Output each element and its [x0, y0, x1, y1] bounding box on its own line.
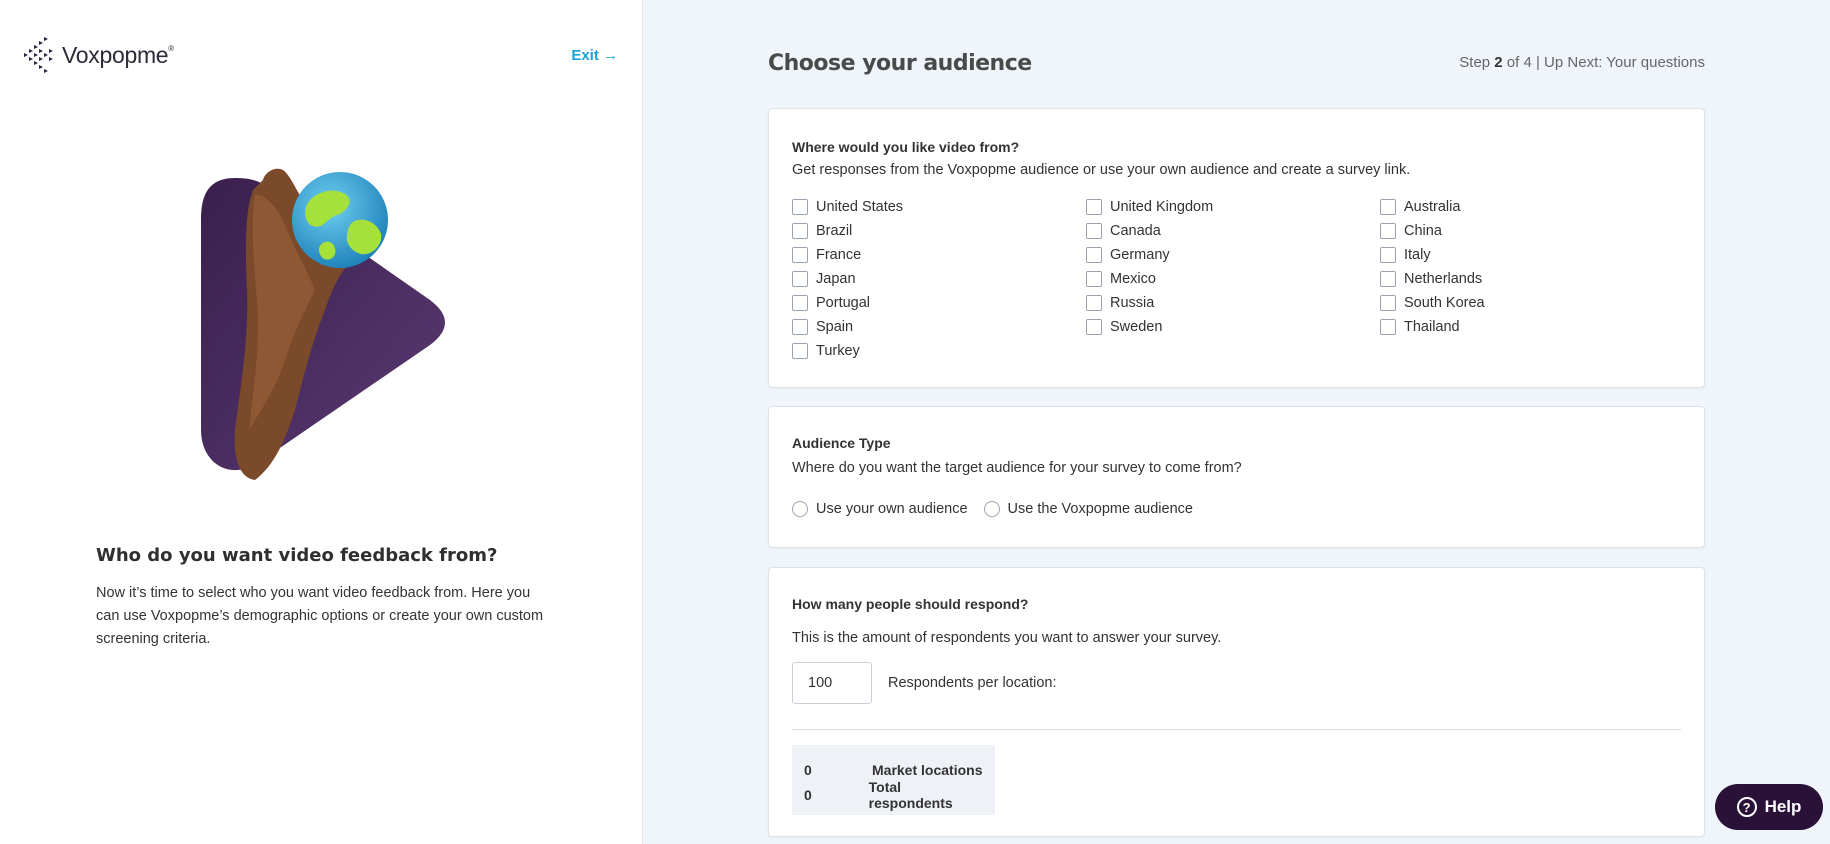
checkbox[interactable]	[1380, 319, 1396, 335]
checkbox[interactable]	[1086, 247, 1102, 263]
country-label: Portugal	[816, 295, 871, 311]
country-label: Brazil	[816, 223, 853, 239]
summary-label: Market locations	[872, 761, 983, 778]
checkbox[interactable]	[792, 295, 808, 311]
checkbox[interactable]	[1086, 223, 1102, 239]
summary-row-total-respondents	[804, 778, 983, 811]
country-label: South Korea	[1404, 295, 1485, 311]
respondents-per-location-label: Respondents per location:	[888, 675, 1057, 691]
location-heading: Where would you like video from?	[792, 139, 1020, 155]
respondents-card	[768, 567, 1705, 837]
checkbox[interactable]	[1086, 295, 1102, 311]
exit-link[interactable]: Exit →	[571, 47, 618, 64]
country-label: Turkey	[816, 343, 860, 359]
checkbox[interactable]	[1380, 223, 1396, 239]
left-title: Who do you want video feedback from?	[96, 545, 498, 566]
radio-label: Use the Voxpopme audience	[1007, 501, 1193, 517]
checkbox[interactable]	[792, 343, 808, 359]
country-option-germany[interactable]	[1086, 246, 1380, 264]
country-label: Germany	[1110, 247, 1170, 263]
respondents-input[interactable]	[792, 662, 872, 704]
country-option-france[interactable]	[792, 246, 1086, 264]
checkbox[interactable]	[1086, 271, 1102, 287]
checkbox[interactable]	[1380, 295, 1396, 311]
checkbox[interactable]	[792, 271, 808, 287]
audience-type-heading: Audience Type	[792, 435, 891, 451]
country-label: Canada	[1110, 223, 1161, 239]
logo-text: Voxpopme®	[62, 41, 174, 68]
respondents-heading: How many people should respond?	[792, 596, 1029, 612]
hero-illustration	[195, 160, 455, 490]
location-subtext: Get responses from the Voxpopme audience or use your own audience and create a survey link.	[792, 162, 1411, 178]
radio-label: Use your own audience	[816, 501, 968, 517]
checkbox[interactable]	[1086, 199, 1102, 215]
checkbox[interactable]	[1380, 271, 1396, 287]
page-title: Choose your audience	[768, 51, 1032, 76]
logo[interactable]	[22, 34, 174, 76]
country-option-japan[interactable]	[792, 270, 1086, 288]
checkbox[interactable]	[1380, 199, 1396, 215]
country-option-russia[interactable]	[1086, 294, 1380, 312]
voxpopme-logo-icon	[22, 34, 56, 76]
summary-box	[792, 745, 995, 815]
checkbox[interactable]	[792, 223, 808, 239]
country-label: Russia	[1110, 295, 1155, 311]
radio-own-audience[interactable]	[792, 501, 968, 517]
country-label: Mexico	[1110, 271, 1156, 287]
summary-label: Total respondents	[868, 778, 953, 811]
summary-value: 0	[804, 761, 812, 778]
country-label: Netherlands	[1404, 271, 1483, 287]
question-icon: ?	[1737, 797, 1757, 817]
checkbox[interactable]	[792, 247, 808, 263]
country-label: United States	[816, 199, 904, 215]
country-option-italy[interactable]	[1380, 246, 1674, 264]
radio-circle[interactable]	[792, 501, 808, 517]
country-option-netherlands[interactable]	[1380, 270, 1674, 288]
country-label: Japan	[816, 271, 856, 287]
audience-type-options	[792, 501, 1193, 517]
left-description: Now it’s time to select who you want video feedback from. Here you can use Voxpopme’s demographic options or create your own custom screening criteria.	[96, 585, 544, 647]
country-option-sweden[interactable]	[1086, 318, 1380, 336]
country-option-thailand[interactable]	[1380, 318, 1674, 336]
country-label: United Kingdom	[1110, 199, 1214, 215]
country-label: Sweden	[1110, 319, 1163, 335]
help-label: Help	[1764, 797, 1802, 816]
country-option-brazil[interactable]	[792, 222, 1086, 240]
location-card	[768, 108, 1705, 388]
left-panel	[0, 0, 643, 844]
audience-type-card	[768, 406, 1705, 548]
checkbox[interactable]	[792, 319, 808, 335]
country-option-south-korea[interactable]	[1380, 294, 1674, 312]
country-label: France	[816, 247, 862, 263]
help-button[interactable]	[1715, 784, 1823, 830]
country-label: Thailand	[1404, 319, 1460, 335]
country-label: Spain	[816, 319, 854, 335]
checkbox[interactable]	[792, 199, 808, 215]
country-option-mexico[interactable]	[1086, 270, 1380, 288]
country-option-portugal[interactable]	[792, 294, 1086, 312]
radio-voxpopme-audience[interactable]	[984, 501, 1193, 517]
country-option-canada[interactable]	[1086, 222, 1380, 240]
country-option-united-kingdom[interactable]	[1086, 198, 1380, 216]
radio-circle[interactable]	[984, 501, 1000, 517]
country-option-turkey[interactable]	[792, 342, 1086, 360]
country-option-united-states[interactable]	[792, 198, 1086, 216]
respondents-subtext: This is the amount of respondents you want to answer your survey.	[792, 630, 1222, 646]
country-label: Italy	[1404, 247, 1431, 263]
audience-type-subtext: Where do you want the target audience for your survey to come from?	[792, 460, 1242, 476]
summary-value: 0	[804, 786, 812, 803]
checkbox[interactable]	[1086, 319, 1102, 335]
country-option-china[interactable]	[1380, 222, 1674, 240]
country-label: Australia	[1404, 199, 1461, 215]
country-label: China	[1404, 223, 1442, 239]
country-option-australia[interactable]	[1380, 198, 1674, 216]
country-option-spain[interactable]	[792, 318, 1086, 336]
country-list	[792, 198, 1672, 360]
divider	[792, 729, 1681, 730]
step-indicator: Step 2 of 4 | Up Next: Your questions	[1459, 54, 1705, 71]
checkbox[interactable]	[1380, 247, 1396, 263]
